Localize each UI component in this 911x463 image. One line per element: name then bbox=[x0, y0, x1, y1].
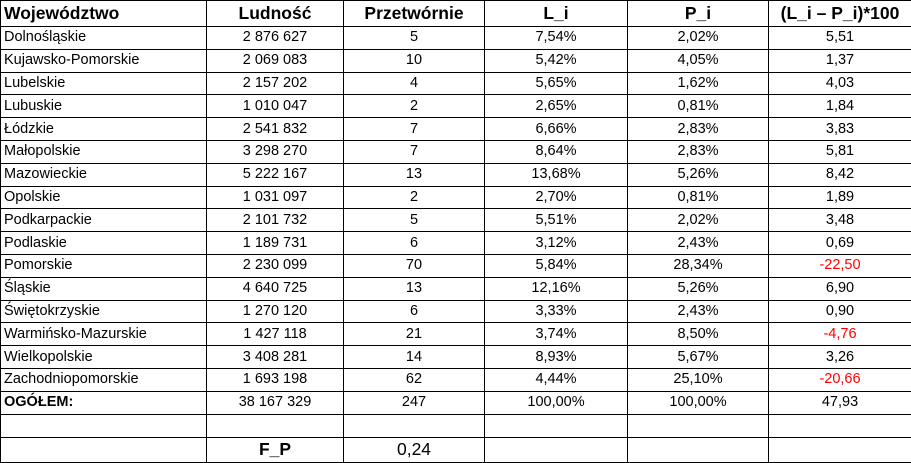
table-row bbox=[1, 209, 911, 232]
total-ludnosc: 38 167 329 bbox=[207, 391, 344, 414]
cell-wojewodztwo: Zachodniopomorskie bbox=[1, 368, 207, 391]
table-row bbox=[1, 300, 911, 323]
cell-li: 5,51% bbox=[485, 209, 628, 232]
cell-diff: -20,66 bbox=[769, 368, 911, 391]
cell-przetwornie: 21 bbox=[344, 323, 485, 346]
cell-wojewodztwo: Warmińsko-Mazurskie bbox=[1, 323, 207, 346]
table-row bbox=[1, 118, 911, 141]
cell-li: 13,68% bbox=[485, 163, 628, 186]
cell-przetwornie: 62 bbox=[344, 368, 485, 391]
cell-diff: 0,90 bbox=[769, 300, 911, 323]
cell-diff: 5,51 bbox=[769, 27, 911, 50]
cell-pi: 5,26% bbox=[628, 277, 769, 300]
table-row bbox=[1, 346, 911, 369]
cell-li: 2,70% bbox=[485, 186, 628, 209]
cell-li: 8,93% bbox=[485, 346, 628, 369]
empty-cell bbox=[628, 437, 769, 462]
header-diff: (L_i – P_i)*100 bbox=[769, 1, 911, 27]
header-wojewodztwo: Województwo bbox=[1, 1, 207, 27]
cell-wojewodztwo: Małopolskie bbox=[1, 140, 207, 163]
table-row bbox=[1, 277, 911, 300]
table-body bbox=[1, 27, 911, 392]
total-label: OGÓŁEM: bbox=[1, 391, 207, 414]
empty-cell bbox=[344, 414, 485, 437]
header-row bbox=[1, 1, 911, 27]
table-row bbox=[1, 49, 911, 72]
empty-cell bbox=[485, 437, 628, 462]
cell-pi: 2,83% bbox=[628, 140, 769, 163]
cell-przetwornie: 14 bbox=[344, 346, 485, 369]
cell-ludnosc: 2 876 627 bbox=[207, 27, 344, 50]
cell-li: 3,12% bbox=[485, 232, 628, 255]
cell-pi: 8,50% bbox=[628, 323, 769, 346]
cell-wojewodztwo: Śląskie bbox=[1, 277, 207, 300]
total-row bbox=[1, 391, 911, 414]
table-row bbox=[1, 27, 911, 50]
table-row bbox=[1, 254, 911, 277]
cell-wojewodztwo: Lubuskie bbox=[1, 95, 207, 118]
cell-pi: 0,81% bbox=[628, 186, 769, 209]
total-li: 100,00% bbox=[485, 391, 628, 414]
cell-przetwornie: 6 bbox=[344, 300, 485, 323]
table-row bbox=[1, 368, 911, 391]
cell-przetwornie: 5 bbox=[344, 209, 485, 232]
fp-label: F_P bbox=[207, 437, 344, 462]
total-przetwornie: 247 bbox=[344, 391, 485, 414]
cell-wojewodztwo: Kujawsko-Pomorskie bbox=[1, 49, 207, 72]
cell-pi: 5,67% bbox=[628, 346, 769, 369]
total-diff: 47,93 bbox=[769, 391, 911, 414]
cell-ludnosc: 5 222 167 bbox=[207, 163, 344, 186]
cell-wojewodztwo: Łódzkie bbox=[1, 118, 207, 141]
cell-przetwornie: 13 bbox=[344, 163, 485, 186]
cell-przetwornie: 7 bbox=[344, 118, 485, 141]
cell-diff: 6,90 bbox=[769, 277, 911, 300]
table-row bbox=[1, 232, 911, 255]
cell-diff: 8,42 bbox=[769, 163, 911, 186]
cell-pi: 2,02% bbox=[628, 209, 769, 232]
cell-przetwornie: 7 bbox=[344, 140, 485, 163]
cell-diff: 3,26 bbox=[769, 346, 911, 369]
cell-diff: 1,89 bbox=[769, 186, 911, 209]
empty-cell bbox=[628, 414, 769, 437]
cell-przetwornie: 4 bbox=[344, 72, 485, 95]
cell-li: 5,42% bbox=[485, 49, 628, 72]
header-pi: P_i bbox=[628, 1, 769, 27]
cell-ludnosc: 1 427 118 bbox=[207, 323, 344, 346]
cell-ludnosc: 4 640 725 bbox=[207, 277, 344, 300]
cell-ludnosc: 3 408 281 bbox=[207, 346, 344, 369]
cell-przetwornie: 10 bbox=[344, 49, 485, 72]
empty-cell bbox=[769, 414, 911, 437]
cell-ludnosc: 2 069 083 bbox=[207, 49, 344, 72]
cell-wojewodztwo: Wielkopolskie bbox=[1, 346, 207, 369]
cell-diff: 3,83 bbox=[769, 118, 911, 141]
cell-diff: -4,76 bbox=[769, 323, 911, 346]
cell-li: 4,44% bbox=[485, 368, 628, 391]
table-row bbox=[1, 140, 911, 163]
cell-ludnosc: 2 541 832 bbox=[207, 118, 344, 141]
cell-li: 3,33% bbox=[485, 300, 628, 323]
cell-ludnosc: 2 101 732 bbox=[207, 209, 344, 232]
cell-pi: 2,43% bbox=[628, 232, 769, 255]
cell-ludnosc: 1 270 120 bbox=[207, 300, 344, 323]
empty-cell bbox=[1, 437, 207, 462]
cell-li: 2,65% bbox=[485, 95, 628, 118]
table-row bbox=[1, 186, 911, 209]
fp-row bbox=[1, 437, 911, 462]
cell-diff: -22,50 bbox=[769, 254, 911, 277]
cell-diff: 3,48 bbox=[769, 209, 911, 232]
cell-wojewodztwo: Podkarpackie bbox=[1, 209, 207, 232]
cell-li: 7,54% bbox=[485, 27, 628, 50]
cell-przetwornie: 70 bbox=[344, 254, 485, 277]
table-row bbox=[1, 95, 911, 118]
cell-pi: 2,83% bbox=[628, 118, 769, 141]
cell-ludnosc: 1 010 047 bbox=[207, 95, 344, 118]
cell-pi: 4,05% bbox=[628, 49, 769, 72]
cell-przetwornie: 5 bbox=[344, 27, 485, 50]
cell-li: 6,66% bbox=[485, 118, 628, 141]
header-li: L_i bbox=[485, 1, 628, 27]
cell-przetwornie: 2 bbox=[344, 186, 485, 209]
cell-pi: 0,81% bbox=[628, 95, 769, 118]
cell-pi: 1,62% bbox=[628, 72, 769, 95]
cell-pi: 2,43% bbox=[628, 300, 769, 323]
cell-pi: 5,26% bbox=[628, 163, 769, 186]
cell-wojewodztwo: Podlaskie bbox=[1, 232, 207, 255]
cell-pi: 28,34% bbox=[628, 254, 769, 277]
cell-diff: 1,37 bbox=[769, 49, 911, 72]
cell-wojewodztwo: Lubelskie bbox=[1, 72, 207, 95]
cell-li: 3,74% bbox=[485, 323, 628, 346]
cell-li: 12,16% bbox=[485, 277, 628, 300]
cell-diff: 1,84 bbox=[769, 95, 911, 118]
cell-diff: 5,81 bbox=[769, 140, 911, 163]
empty-cell bbox=[1, 414, 207, 437]
empty-cell bbox=[769, 437, 911, 462]
cell-przetwornie: 13 bbox=[344, 277, 485, 300]
cell-ludnosc: 1 031 097 bbox=[207, 186, 344, 209]
header-przetwornie: Przetwórnie bbox=[344, 1, 485, 27]
cell-pi: 25,10% bbox=[628, 368, 769, 391]
cell-ludnosc: 1 693 198 bbox=[207, 368, 344, 391]
total-pi: 100,00% bbox=[628, 391, 769, 414]
cell-wojewodztwo: Opolskie bbox=[1, 186, 207, 209]
table-row bbox=[1, 323, 911, 346]
cell-diff: 4,03 bbox=[769, 72, 911, 95]
cell-ludnosc: 2 230 099 bbox=[207, 254, 344, 277]
cell-wojewodztwo: Pomorskie bbox=[1, 254, 207, 277]
cell-li: 5,65% bbox=[485, 72, 628, 95]
cell-pi: 2,02% bbox=[628, 27, 769, 50]
empty-cell bbox=[207, 414, 344, 437]
fp-value: 0,24 bbox=[344, 437, 485, 462]
table-row bbox=[1, 72, 911, 95]
cell-wojewodztwo: Dolnośląskie bbox=[1, 27, 207, 50]
cell-li: 8,64% bbox=[485, 140, 628, 163]
empty-cell bbox=[485, 414, 628, 437]
cell-wojewodztwo: Mazowieckie bbox=[1, 163, 207, 186]
header-ludnosc: Ludność bbox=[207, 1, 344, 27]
cell-li: 5,84% bbox=[485, 254, 628, 277]
cell-diff: 0,69 bbox=[769, 232, 911, 255]
cell-przetwornie: 2 bbox=[344, 95, 485, 118]
cell-przetwornie: 6 bbox=[344, 232, 485, 255]
cell-ludnosc: 1 189 731 bbox=[207, 232, 344, 255]
table-row bbox=[1, 163, 911, 186]
cell-ludnosc: 3 298 270 bbox=[207, 140, 344, 163]
empty-row bbox=[1, 414, 911, 437]
cell-wojewodztwo: Świętokrzyskie bbox=[1, 300, 207, 323]
cell-ludnosc: 2 157 202 bbox=[207, 72, 344, 95]
